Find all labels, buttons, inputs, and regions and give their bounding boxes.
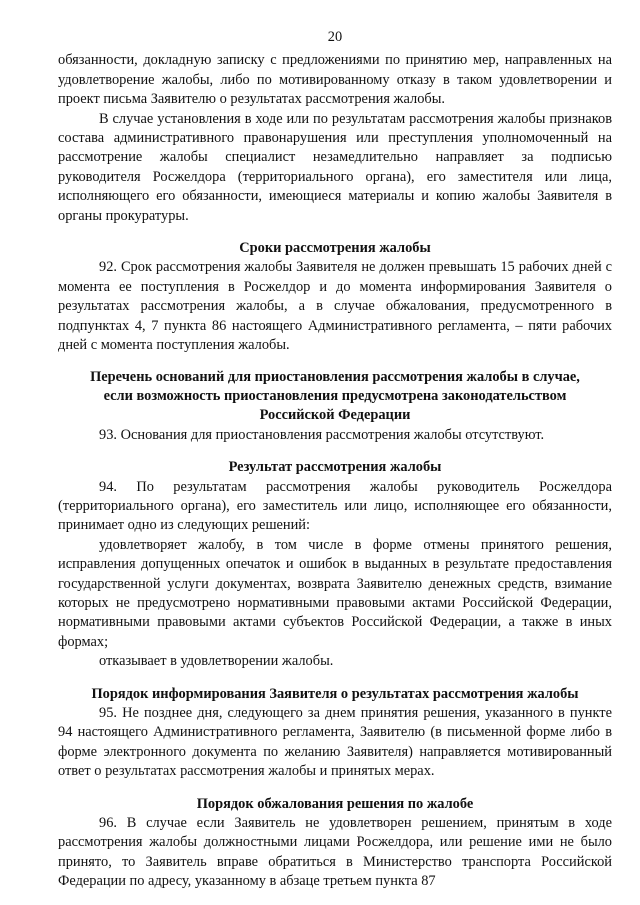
section-gap xyxy=(58,445,612,458)
paragraph-95: 95. Не позднее дня, следующего за днем принятия решения, указанного в пункте 94 настоящего Административного регламента, Заявителю (в письменной форме либо в форме электронного документа по желанию Заявителя) направляется мотивированный ответ о результатах рассмотрения жалобы и принятых мерах. xyxy=(58,705,612,780)
paragraph-93: 93. Основания для приостановления рассмотрения жалобы отсутствуют. xyxy=(99,426,545,443)
section-gap xyxy=(58,226,612,239)
document-page xyxy=(58,28,612,892)
page-number: 20 xyxy=(327,29,343,45)
heading-suspension-line-1: Перечень оснований для приостановления рассмотрения жалобы в случае, xyxy=(90,368,580,385)
option-refuse-complaint: отказывает в удовлетворении жалобы. xyxy=(99,653,334,670)
section-gap xyxy=(58,782,612,795)
heading-suspension-line-2: если возможность приостановления предусмотрена законодательством xyxy=(103,387,567,404)
heading-terms: Сроки рассмотрения жалобы xyxy=(239,240,431,257)
continuation-paragraph: обязанности, докладную записку с предложениями по принятию мер, направленных на удовлетворение жалобы, либо по мотивированному отказу в таком удовлетворении и проект письма Заявителю о результатах рассмотрения жалобы. xyxy=(58,52,612,108)
section-gap xyxy=(58,672,612,685)
heading-suspension-line-3: Российской Федерации xyxy=(259,407,411,424)
option-satisfy-complaint: удовлетворяет жалобу, в том числе в форме отмены принятого решения, исправления допущенных опечаток и ошибок в выданных в результате предоставления государственной услуги документах, возврата Заявителю денежных средств, взимание которых не предусмотрено нормативными правовыми актами Российской Федерации, нормативными правовыми актами субъектов Российской Федерации, а также в иных формах; xyxy=(58,536,612,650)
paragraph-96: 96. В случае если Заявитель не удовлетворен решением, принятым в ходе рассмотрения жалобы должностными лицами Росжелдора, или решение ими не было принято, то Заявитель вправе обратиться в Министерство транспорта Российской Федерации по адресу, указанному в абзаце третьем пункта 87 xyxy=(58,815,612,890)
section-gap xyxy=(58,356,612,368)
heading-informing: Порядок информирования Заявителя о результатах рассмотрения жалобы xyxy=(91,685,579,702)
heading-appeal: Порядок обжалования решения по жалобе xyxy=(196,795,474,812)
paragraph-94: 94. По результатам рассмотрения жалобы руководитель Росжелдора (территориального органа), его заместитель или лицо, исполняющее его обязанности, принимает одно из следующих решений: xyxy=(58,478,612,534)
paragraph-92: 92. Срок рассмотрения жалобы Заявителя не должен превышать 15 рабочих дней с момента ее поступления в Росжелдор и до момента информирования Заявителя о результатах рассмотрения жалобы, а в случае обжалования, предусмотренного в подпунктах 4, 7 пункта 86 настоящего Административного регламента, – пяти рабочих дней с момента поступления жалобы. xyxy=(58,259,612,354)
heading-result: Результат рассмотрения жалобы xyxy=(228,459,442,476)
paragraph-violation-referral: В случае установления в ходе или по результатам рассмотрения жалобы признаков состава административного правонарушения или преступления уполномоченный на рассмотрение жалобы специалист незамедлительно направляет за подписью руководителя Росжелдора (территориального органа), его заместителя или лица, исполняющего его обязанности, имеющиеся материалы и копию жалобы Заявителя в органы прокуратуры. xyxy=(58,110,612,224)
